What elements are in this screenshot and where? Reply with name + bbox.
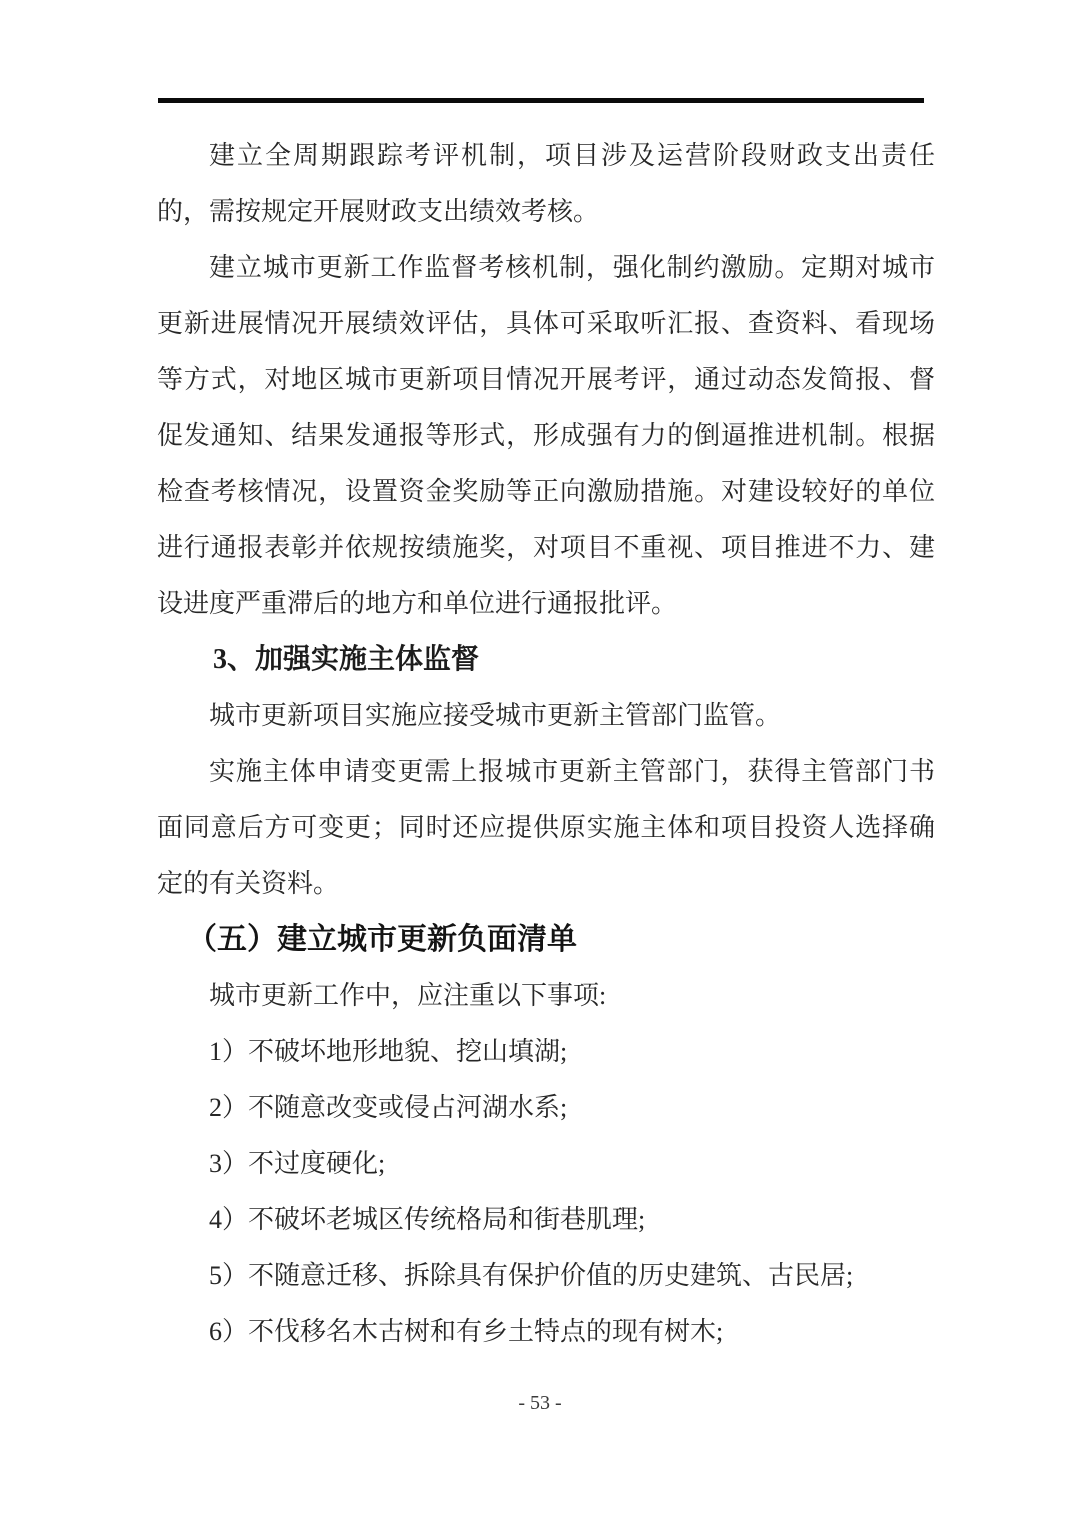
negative-list-item: 1）不破坏地形地貌、挖山填湖; (209, 1037, 568, 1066)
heading-strengthen-implementation-supervision: 3、加强实施主体监督 (213, 644, 480, 675)
negative-list-item: 2）不随意改变或侵占河湖水系; (209, 1093, 568, 1122)
negative-list-item: 5）不随意迁移、拆除具有保护价值的历史建筑、古民居; (209, 1261, 854, 1290)
heading-negative-list: （五）建立城市更新负面清单 (187, 923, 577, 956)
paragraph-tracking-mechanism: 建立全周期跟踪考评机制，项目涉及运营阶段财政支出责任的，需按规定开展财政支出绩效考核。 (157, 141, 935, 226)
negative-list-item: 3）不过度硬化; (209, 1149, 386, 1178)
negative-list-item: 4）不破坏老城区传统格局和街巷肌理; (209, 1205, 646, 1234)
paragraph-subject-change: 实施主体申请变更需上报城市更新主管部门，获得主管部门书面同意后方可变更；同时还应提供原实施主体和项目投资人选择确定的有关资料。 (157, 757, 935, 898)
page-body (157, 128, 935, 1360)
negative-list-item: 6）不伐移名木古树和有乡土特点的现有树木; (209, 1317, 724, 1346)
paragraph-project-regulation: 城市更新项目实施应接受城市更新主管部门监管。 (209, 701, 782, 730)
page-number: - 53 - (518, 1392, 562, 1414)
header-divider (158, 98, 924, 103)
paragraph-supervision-mechanism: 建立城市更新工作监督考核机制，强化制约激励。定期对城市更新进展情况开展绩效评估，具体可采取听汇报、查资料、看现场等方式，对地区城市更新项目情况开展考评，通过动态发简报、督促发通知、结果发通报等形式，形成强有力的倒逼推进机制。根据检查考核情况，设置资金奖励等正向激励措施。对建设较好的单位进行通报表彰并依规按绩施奖，对项目不重视、项目推进不力、建设进度严重滞后的地方和单位进行通报批评。 (157, 253, 935, 618)
paragraph-list-intro: 城市更新工作中，应注重以下事项: (209, 981, 607, 1010)
